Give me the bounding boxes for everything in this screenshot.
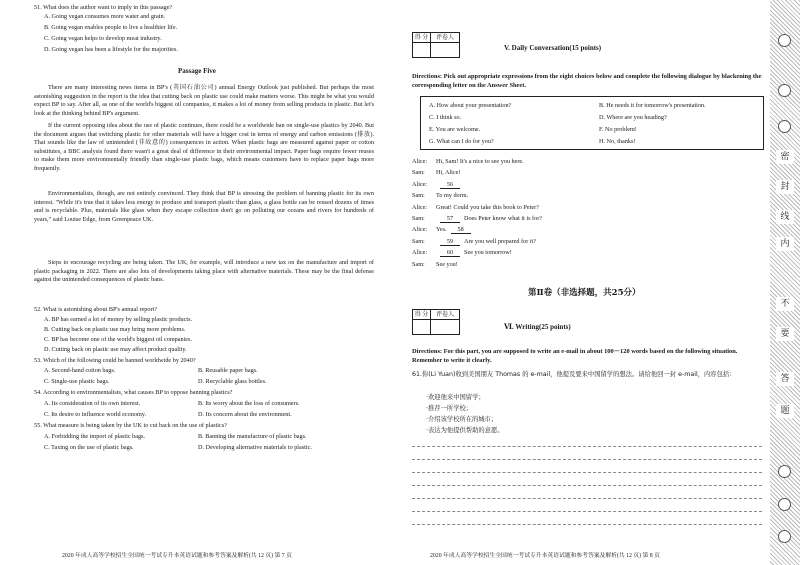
dialogue-text: To my dorm. — [436, 192, 469, 200]
binding-hole-icon — [778, 498, 791, 511]
answer-blank[interactable]: 60 — [440, 249, 460, 257]
margin-char: 题 — [776, 404, 794, 418]
choice-e: E. You are welcome. — [429, 126, 481, 133]
q53-option-d[interactable]: D. Recyclable glass bottles. — [198, 378, 267, 385]
dialogue-speaker: Sam: — [412, 215, 425, 222]
dialogue-line — [412, 158, 524, 165]
passage-paragraph-4: Steps to encourage recycling are being taken. The UK, for example, will introduce a new tax on the manufacture and import of plastic packaging in 2022. There are also lots of developments taking place with alternative materials. These may be the final defense against the unintended consequences of plastic bans. — [34, 259, 374, 284]
section6-directions: Directions: For this part, you are supposed to write an e-mail in about 100－120 words based on the following situation. Remember to write it clearly. — [412, 348, 738, 365]
writing-line[interactable] — [412, 485, 762, 486]
choices-box — [420, 96, 764, 150]
dialogue-line — [412, 238, 536, 246]
dialogue-text: Are you well prepared for it? — [464, 237, 536, 245]
dialogue-speaker: Sam: — [412, 169, 425, 177]
margin-char: 线 — [776, 210, 794, 224]
q61-point-1: ·欢迎他来中国留学； — [426, 394, 485, 401]
writing-line[interactable] — [412, 459, 762, 460]
dialogue-text: See you! — [436, 260, 458, 268]
q55-option-d[interactable]: D. Developing alternative materials to plastic. — [198, 444, 312, 451]
grader-cell[interactable] — [431, 43, 459, 57]
part2-title: 第Ⅱ卷（非选择题，共25分） — [528, 288, 641, 298]
grader-label: 评卷人 — [431, 33, 459, 43]
dialogue-line — [412, 226, 475, 234]
answer-blank[interactable]: 56 — [440, 181, 460, 189]
section5-directions: Directions: Pick out appropriate expressions from the eight choices below and complete the following dialogue by blackening the corresponding letter on the Answer Sheet. — [412, 73, 762, 90]
score-cell[interactable] — [413, 43, 431, 57]
choice-h: H. No, thanks! — [599, 138, 636, 145]
q53-option-c[interactable]: C. Single-use plastic bags. — [44, 378, 110, 385]
q53-option-a[interactable]: A. Second-hand cotton bags. — [44, 367, 116, 374]
q51-stem: 51. What does the author want to imply in this passage? — [34, 4, 173, 11]
score-cell[interactable] — [413, 320, 431, 334]
binding-hole-icon — [778, 530, 791, 543]
dialogue-speaker: Alice: — [412, 158, 428, 165]
q52-option-a[interactable]: A. BP has earned a lot of money by selling plastic products. — [44, 316, 193, 323]
dialogue-line — [412, 192, 468, 199]
writing-line[interactable] — [412, 524, 762, 525]
margin-char: 密 — [776, 150, 794, 164]
right-footer: 2020 年成人高等学校招生全国统一考试专升本英语试题和参考答案及解析(共 12 页) 第 8 页 — [430, 553, 660, 559]
dialogue-speaker: Sam: — [412, 260, 425, 268]
q55-option-b[interactable]: B. Banning the manufacture of plastic bags. — [198, 433, 307, 440]
answer-blank[interactable]: 57 — [440, 215, 460, 223]
q52-stem: 52. What is astonishing about BP's annual report? — [34, 306, 158, 313]
dialogue-speaker: Alice: — [412, 180, 428, 188]
passage-title: Passage Five — [178, 67, 216, 75]
choice-c: C. I think so. — [429, 114, 462, 121]
dialogue-text: Hi, Sam! It's a nice to see you here. — [436, 158, 524, 165]
dialogue-text: Does Peter know what it is for? — [464, 215, 543, 222]
answer-blank[interactable]: 59 — [440, 238, 460, 246]
choice-a: A. How about your presentation? — [429, 102, 512, 109]
q53-stem: 53. Which of the following could be banned worldwide by 2040? — [34, 357, 196, 364]
section6-title: Ⅵ. Writing(25 points) — [504, 323, 571, 331]
q55-option-c[interactable]: C. Taxing on the use of plastic bags. — [44, 444, 134, 451]
binding-hole-icon — [778, 465, 791, 478]
score-box-6 — [412, 309, 460, 335]
margin-char: 答 — [776, 372, 794, 386]
margin-char: 不 — [776, 297, 794, 311]
q51-option-b[interactable]: B. Going vegan enables people to live a healthier life. — [44, 24, 178, 31]
dialogue-text: Great! Could you take this book to Peter? — [436, 203, 539, 211]
score-label: 得 分 — [413, 310, 431, 320]
dialogue-line — [412, 215, 542, 223]
q54-option-d[interactable]: D. Its concern about the environment. — [198, 411, 292, 418]
passage-paragraph-1: There are many interesting news items in BP's (英国石油公司) annual Energy Outlook just published. But perhaps the most astonishing suggestion in the report is the idea that cutting back on plastic use could make matters worse. This might be what you would expect BP to say. After all, as one of the world's biggest oil companies, it makes a lot of money from selling products in plastic. But let's look at the thinking behind BP's argument. — [34, 84, 374, 117]
grader-label: 评卷人 — [431, 310, 459, 320]
passage-paragraph-2: If the current opposing idea about the use of plastic continues, there could be a worldwide ban on single-use plastics by 2040. But the document argues that switching plastic for other materials will have a bigger cost in terms of energy and carbon emissions (排放). That sounds like the law of unintended (非故意的) consequences in action. When plastic bags are measured against paper or cotton substitutes, a BBC analysis found there wasn't a great deal of difference in their environmental impact. Paper bags require fewer reuses to make them more environmentally friendly than single-use plastic bags, which means customers have to replace paper bags more frequently. — [34, 122, 374, 172]
choice-b: B. He needs it for tomorrow's presentation. — [599, 102, 706, 109]
dialogue-speaker: Alice: — [412, 226, 428, 234]
passage-paragraph-3: Environmentalists, though, are not entirely convinced. They think that BP is stressing the problem of banning plastic for its own interest. "While it's true that it takes less energy to produce and transport plastic than glass, a glass bottle can be reused dozens of times and is recyclable. Plus, materials like glass when they escape collection don't go on polluting our oceans and rivers for hundreds of years," said Louise Edge, from Greenpeace UK. — [34, 190, 374, 223]
binding-hole-icon — [778, 120, 791, 133]
margin-char: 封 — [776, 180, 794, 194]
q55-stem: 55. What measure is being taken by the UK to cut back on the use of plastics? — [34, 422, 227, 429]
q54-option-c[interactable]: C. Its desire to influence world economy. — [44, 411, 147, 418]
section5-title: V. Daily Conversation(15 points) — [504, 44, 602, 52]
dialogue-line — [412, 204, 539, 211]
dialogue-text: See you tomorrow! — [464, 249, 512, 257]
dialogue-line — [412, 261, 458, 268]
grader-cell[interactable] — [431, 320, 459, 334]
q51-option-d[interactable]: D. Going vegan has been a lifestyle for the majorities. — [44, 46, 178, 53]
writing-line[interactable] — [412, 472, 762, 473]
left-footer: 2020 年成人高等学校招生全国统一考试专升本英语试题和参考答案及解析(共 12 页) 第 7 页 — [62, 553, 292, 559]
dialogue-line — [412, 249, 512, 257]
dialogue-text: Yes. — [436, 226, 447, 234]
q61-point-3: ·介绍该学校所在的城市； — [426, 416, 498, 423]
writing-line[interactable] — [412, 498, 762, 499]
q52-option-c[interactable]: C. BP has become one of the world's biggest oil companies. — [44, 336, 192, 343]
q51-option-c[interactable]: C. Going vegan helps to develop meat industry. — [44, 35, 162, 42]
q61-prompt: 61.你(Li Yuan)收到美国朋友 Thomas 的 e-mail，他提及要来中国留学的想法。请给他回一封 e-mail，内容包括： — [412, 371, 736, 378]
dialogue-text: Hi, Alice! — [436, 169, 461, 177]
dialogue-speaker: Sam: — [412, 192, 425, 200]
q61-point-4: ·表达为他提供帮助的意愿。 — [426, 427, 504, 434]
q54-option-a[interactable]: A. Its consideration of its own interest. — [44, 400, 141, 407]
writing-line[interactable] — [412, 446, 762, 447]
dialogue-speaker: Sam: — [412, 237, 425, 245]
q53-option-b[interactable]: B. Reusable paper bags. — [198, 367, 258, 374]
margin-char: 要 — [776, 327, 794, 341]
choice-f: F. No problem! — [599, 126, 637, 133]
right-page — [400, 0, 770, 565]
q55-option-a[interactable]: A. Forbidding the import of plastic bags. — [44, 433, 146, 440]
dialogue-speaker: Alice: — [412, 249, 428, 257]
score-box-5 — [412, 32, 460, 58]
dialogue-speaker: Alice: — [412, 203, 428, 211]
binding-hole-icon — [778, 34, 791, 47]
margin-char: 内 — [776, 237, 794, 251]
choice-g: G. What can I do for you? — [429, 138, 494, 145]
binding-margin — [770, 0, 800, 565]
choice-d: D. Where are you heading? — [599, 114, 667, 121]
q54-stem: 54. According to environmentalists, what causes BP to oppose banning plastics? — [34, 389, 233, 396]
q52-option-d[interactable]: D. Cutting back on plastic use may affect product quality. — [44, 346, 187, 353]
q52-option-b[interactable]: B. Cutting back on plastic use may bring more problems. — [44, 326, 186, 333]
dialogue-line — [412, 169, 460, 176]
q61-point-2: ·推荐一所学校； — [426, 405, 473, 412]
writing-line[interactable] — [412, 511, 762, 512]
score-label: 得 分 — [413, 33, 431, 43]
dialogue-line — [412, 181, 464, 189]
binding-hole-icon — [778, 84, 791, 97]
q54-option-b[interactable]: B. Its worry about the loss of consumers. — [198, 400, 300, 407]
answer-blank[interactable]: 58 — [451, 226, 471, 234]
q51-option-a[interactable]: A. Going vegan consumes more water and grain. — [44, 13, 166, 20]
